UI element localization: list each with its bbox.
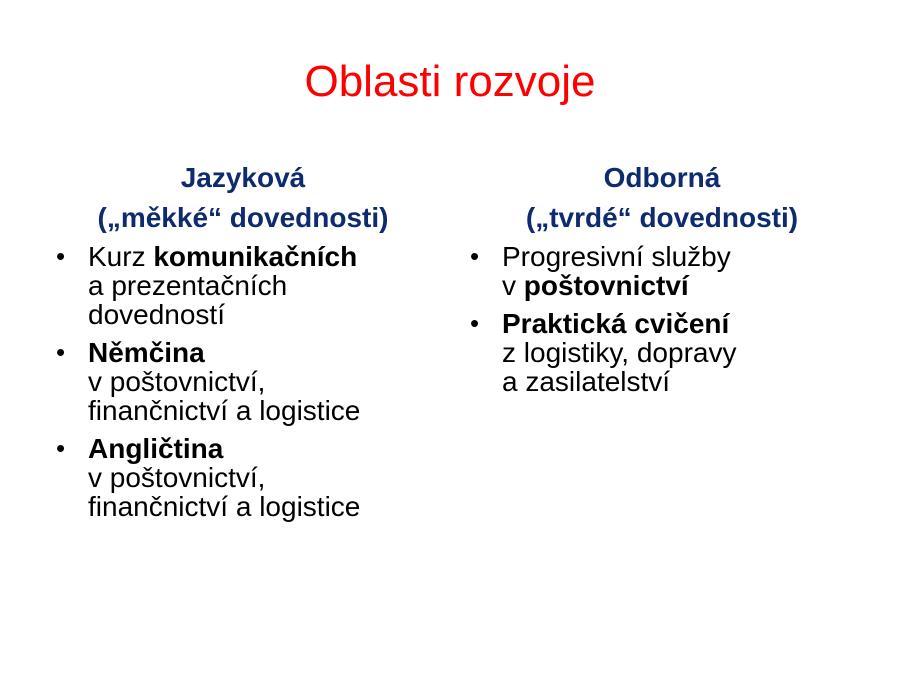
list-item-line: finančnictví a logistice bbox=[88, 395, 361, 426]
left-bullet-list bbox=[48, 242, 443, 521]
list-item-text: Kurz bbox=[88, 241, 154, 272]
bullet-icon: • bbox=[56, 337, 66, 367]
list-item bbox=[48, 338, 443, 425]
left-column bbox=[48, 158, 443, 530]
list-item bbox=[462, 242, 862, 300]
list-item bbox=[48, 434, 443, 521]
list-item-line: Progresivní služby bbox=[502, 241, 731, 272]
list-item-bold-text: Angličtina bbox=[88, 433, 224, 464]
list-item-line: a zasilatelství bbox=[502, 366, 671, 397]
list-item bbox=[48, 242, 443, 329]
list-item bbox=[462, 309, 862, 396]
list-item-bold-text: Němčina bbox=[88, 337, 205, 368]
list-item-line bbox=[88, 242, 443, 271]
list-item-line: a prezentačních bbox=[88, 270, 288, 301]
bullet-icon: • bbox=[56, 241, 66, 271]
bullet-icon: • bbox=[470, 308, 480, 338]
left-column-heading: Jazyková bbox=[180, 162, 306, 193]
list-item-line: v poštovnictví, bbox=[88, 462, 266, 493]
list-item-line: dovedností bbox=[88, 299, 225, 330]
list-item-bold-text: Praktická cvičení bbox=[502, 308, 730, 339]
right-column-heading: Odborná bbox=[603, 162, 721, 193]
list-item-line bbox=[502, 271, 862, 300]
left-column-subheading: („měkké“ dovednosti) bbox=[97, 202, 389, 233]
list-item-line: finančnictví a logistice bbox=[88, 491, 361, 522]
list-item-bold-text: poštovnictví bbox=[523, 270, 689, 301]
right-bullet-list bbox=[462, 242, 862, 396]
right-column bbox=[462, 158, 862, 405]
bullet-icon: • bbox=[56, 433, 66, 463]
list-item-line: z logistiky, dopravy bbox=[502, 337, 737, 368]
list-item-line: v poštovnictví, bbox=[88, 366, 266, 397]
list-item-text: v bbox=[502, 270, 524, 301]
slide-title: Oblasti rozvoje bbox=[304, 57, 596, 106]
bullet-icon: • bbox=[470, 241, 480, 271]
right-column-subheading: („tvrdé“ dovednosti) bbox=[525, 202, 799, 233]
list-item-bold-text: komunikačních bbox=[153, 241, 358, 272]
